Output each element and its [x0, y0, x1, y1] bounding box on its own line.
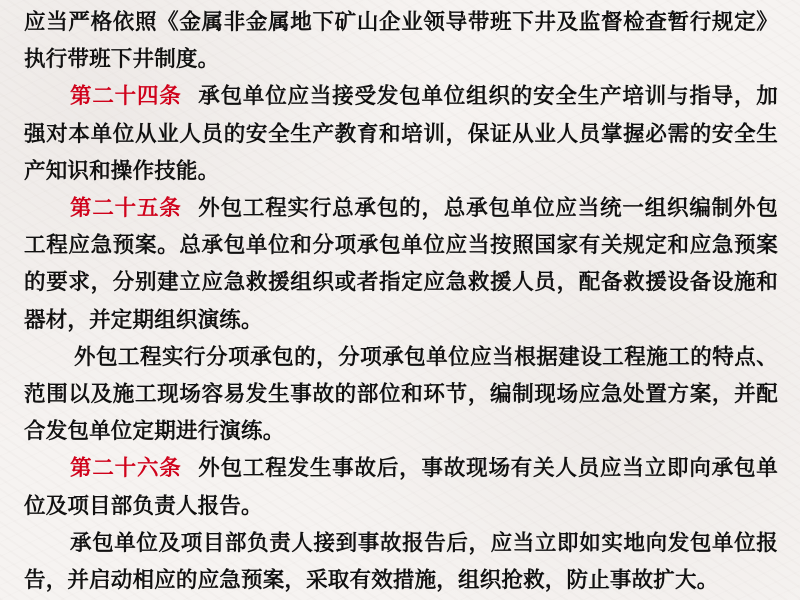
paragraph-text: 应当严格依照《金属非金属地下矿山企业领导带班下井及监督检查暂行规定》执行带班下井制度。 [24, 10, 778, 73]
article-26-text: 外包工程发生事故后，事故现场有关人员应当立即向承包单位及项目部负责人报告。 [24, 456, 779, 519]
article-number-26: 第二十六条 [70, 456, 182, 482]
paragraph-leadin [24, 4, 778, 78]
article-26-continuation-text: 承包单位及项目部负责人接到事故报告后，应当立即如实地向发包单位报告，并启动相应的应急预案，采取有效措施，组织抢救，防止事故扩大。 [24, 530, 778, 594]
article-25-paragraph [24, 190, 778, 339]
article-24-paragraph [24, 78, 778, 190]
article-25-continuation-text: 外包工程实行分项承包的，分项承包单位应当根据建设工程施工的特点、范围以及施工现场容易发生事故的部位和环节，编制现场应急处置方案，并配合发包单位定期进行演练。 [24, 344, 778, 445]
article-26-continuation-paragraph [24, 525, 778, 599]
article-25-continuation-paragraph [24, 339, 778, 451]
article-25-text: 外包工程实行总承包的，总承包单位应当统一组织编制外包工程应急预案。总承包单位和分项承包单位应当按照国家有关规定和应急预案的要求，分别建立应急救援组织或者指定应急救援人员，配备救援设备设施和器材，并定期组织演练。 [24, 196, 779, 333]
article-26-paragraph [24, 450, 778, 524]
article-number-25: 第二十五条 [70, 196, 182, 222]
article-24-text: 承包单位应当接受发包单位组织的安全生产培训与指导，加强对本单位从业人员的安全生产教育和培训，保证从业人员掌握必需的安全生产知识和操作技能。 [24, 84, 779, 184]
article-number-24: 第二十四条 [70, 84, 182, 110]
